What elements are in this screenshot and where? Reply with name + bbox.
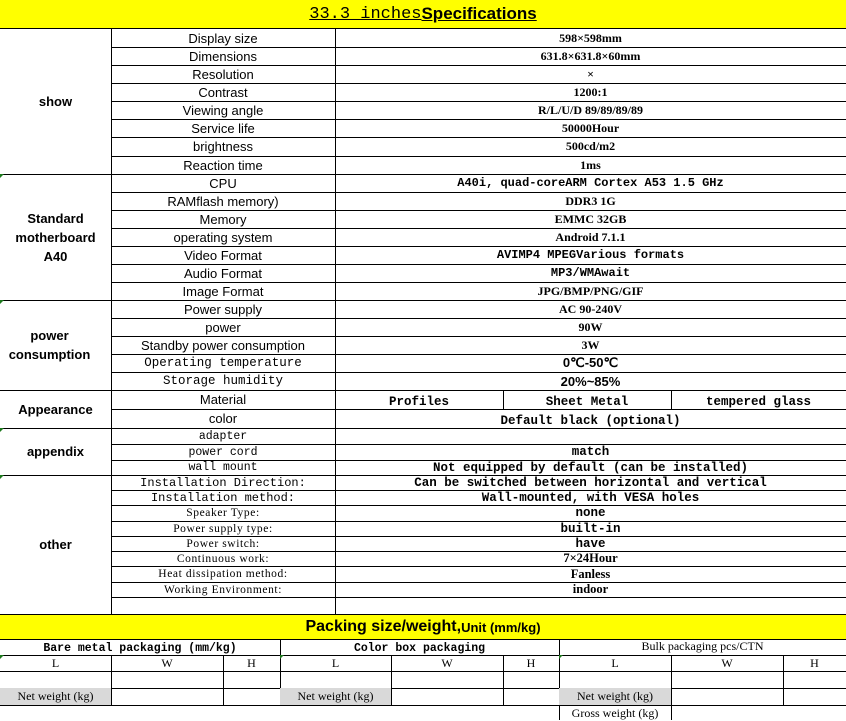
spec-label: Installation method: xyxy=(150,490,296,505)
spec-value: none xyxy=(575,506,606,520)
spec-value: 7×24Hour xyxy=(563,551,618,565)
spec-label: CPU xyxy=(209,175,237,191)
spec-label: Resolution xyxy=(192,66,254,82)
grid-line xyxy=(783,655,784,706)
spec-label: brightness xyxy=(193,139,253,154)
spec-label: Power switch: xyxy=(186,537,260,550)
grid-line xyxy=(111,282,846,283)
grid-line xyxy=(0,390,846,391)
spec-label: Display size xyxy=(188,30,258,46)
spec-value: 0℃-50℃ xyxy=(562,355,619,370)
grid-line xyxy=(671,688,672,720)
grid-line xyxy=(111,372,846,373)
grid-line xyxy=(335,29,336,614)
spec-value: 20%~85% xyxy=(560,373,621,389)
dim-l-header: L xyxy=(51,656,60,670)
spec-label: Viewing angle xyxy=(182,102,264,118)
packing-unit: Unit (mm/kg) xyxy=(461,619,541,635)
grid-line xyxy=(0,174,846,175)
grid-line xyxy=(0,688,846,689)
grid-line xyxy=(111,536,846,537)
spec-value: MP3/WMAwait xyxy=(550,266,631,280)
grid-line xyxy=(111,137,846,138)
section-other: other xyxy=(39,537,72,552)
spec-label: Image Format xyxy=(182,283,264,299)
spec-value: 598×598mm xyxy=(559,30,622,45)
dim-w-header: W xyxy=(441,656,453,670)
cell-marker xyxy=(280,655,284,659)
grid-line xyxy=(111,655,112,706)
dim-w-header: W xyxy=(161,656,173,670)
dim-l-header: L xyxy=(611,656,619,670)
grid-line xyxy=(111,521,846,522)
spec-value: Not equipped by default (can be installed) xyxy=(432,460,749,475)
grid-line xyxy=(111,597,846,598)
spec-value: AVIMP4 MPEGVarious formats xyxy=(496,248,685,262)
spec-label: Operating temperature xyxy=(144,356,302,370)
spec-label: Audio Format xyxy=(183,265,263,281)
material-option: Sheet Metal xyxy=(545,394,629,409)
color-value: Default black (optional) xyxy=(500,413,681,428)
spec-label: Heat dissipation method: xyxy=(158,568,288,580)
net-weight-bulk: Net weight (kg) xyxy=(559,688,671,705)
grid-line xyxy=(0,705,846,706)
title-main: Specifications xyxy=(421,4,537,23)
spec-label: Dimensions xyxy=(189,48,257,64)
spec-value: built-in xyxy=(560,521,621,536)
title-size: 33.3 inches xyxy=(309,4,422,24)
spec-label: Video Format xyxy=(184,247,262,263)
spec-value: JPG/BMP/PNG/GIF xyxy=(537,283,644,298)
material-option: tempered glass xyxy=(705,394,812,409)
cell-marker xyxy=(559,655,563,659)
spec-label: Contrast xyxy=(198,84,248,100)
spec-label: power cord xyxy=(188,445,258,459)
grid-line xyxy=(111,192,846,193)
bulk-header: Bulk packaging pcs/CTN xyxy=(641,638,764,653)
grid-line xyxy=(503,390,504,409)
spec-value: Android 7.1.1 xyxy=(555,229,626,244)
spec-value xyxy=(335,428,846,444)
grid-line xyxy=(671,390,672,409)
grid-line xyxy=(111,490,846,491)
grid-line xyxy=(0,300,846,301)
spec-label: Standby power consumption xyxy=(140,337,306,353)
grid-line xyxy=(111,566,846,567)
cell-marker xyxy=(0,428,4,432)
grid-line xyxy=(391,655,392,706)
spec-label: RAMflash memory) xyxy=(167,193,279,209)
grid-line xyxy=(111,354,846,355)
spec-label: Power supply xyxy=(183,301,263,317)
cell-marker xyxy=(0,655,4,659)
spec-label: Installation Direction: xyxy=(140,475,306,490)
spec-value: A40i, quad-coreARM Cortex A53 1.5 GHz xyxy=(457,176,724,190)
spec-label: Speaker Type: xyxy=(186,507,260,519)
grid-line xyxy=(111,336,846,337)
spec-value: DDR3 1G xyxy=(565,193,616,208)
dim-w-header: W xyxy=(721,656,733,670)
grid-line xyxy=(111,264,846,265)
bare-metal-header: Bare metal packaging (mm/kg) xyxy=(43,641,237,655)
cell-marker xyxy=(0,475,4,479)
grid-line xyxy=(111,156,846,157)
grid-line xyxy=(111,505,846,506)
color-label: color xyxy=(208,411,238,426)
dim-h-header: H xyxy=(247,656,256,670)
grid-line xyxy=(0,475,846,476)
grid-line xyxy=(111,444,846,445)
section-show: show xyxy=(38,94,73,109)
grid-line xyxy=(111,551,846,552)
spec-value: R/L/U/D 89/89/89/89 xyxy=(537,102,643,117)
dim-h-header: H xyxy=(526,656,536,670)
specifications-title-bar xyxy=(0,0,846,29)
grid-line xyxy=(111,83,846,84)
grid-line xyxy=(111,101,846,102)
spec-label: Power supply type: xyxy=(173,522,273,535)
spec-value: 631.8×631.8×60mm xyxy=(540,48,641,63)
cell-marker xyxy=(0,174,4,178)
spec-label: Working Environment: xyxy=(163,583,283,596)
grid-line xyxy=(111,460,846,461)
spec-value: × xyxy=(587,66,594,81)
material-label: Material xyxy=(199,392,247,407)
grid-line xyxy=(111,582,846,583)
spec-value: have xyxy=(575,536,606,551)
cell-marker xyxy=(0,300,4,304)
grid-line xyxy=(111,210,846,211)
spec-value: EMMC 32GB xyxy=(554,211,627,226)
section-appendix: appendix xyxy=(26,444,85,459)
packing-title: Packing size/weight, xyxy=(305,618,462,635)
spec-label: wall mount xyxy=(188,461,258,474)
material-option: Profiles xyxy=(388,394,449,409)
color-box-header: Color box packaging xyxy=(353,641,486,655)
grid-line xyxy=(111,65,846,66)
section-power: power consumption xyxy=(8,328,91,362)
spec-label: Storage humidity xyxy=(162,374,284,388)
spec-value: 90W xyxy=(578,319,603,334)
grid-line xyxy=(111,228,846,229)
spec-value: Can be switched between horizontal and vertical xyxy=(414,475,767,490)
grid-line xyxy=(111,29,112,614)
spec-label: Service life xyxy=(191,120,255,136)
spec-value: 1200:1 xyxy=(573,84,608,99)
spec-value: Fanless xyxy=(570,566,611,581)
spec-value: AC 90-240V xyxy=(559,301,622,316)
section-appearance: Appearance xyxy=(18,401,93,417)
spec-label: operating system xyxy=(173,229,273,245)
grid-line xyxy=(0,428,846,429)
dim-h-header: H xyxy=(810,656,819,670)
grid-line xyxy=(503,655,504,706)
gross-weight-bulk: Gross weight (kg) xyxy=(571,705,659,720)
spec-value: indoor xyxy=(572,582,609,596)
spec-value: 50000Hour xyxy=(561,120,620,135)
net-weight-colorbox: Net weight (kg) xyxy=(280,688,391,705)
grid-line xyxy=(111,246,846,247)
grid-line xyxy=(111,119,846,120)
spec-value: match xyxy=(571,445,610,459)
grid-line xyxy=(0,671,846,672)
grid-line xyxy=(223,655,224,706)
grid-line xyxy=(111,318,846,319)
dim-l-header: L xyxy=(331,656,340,670)
spec-label: Memory xyxy=(199,211,247,227)
spec-value: 1ms xyxy=(580,157,601,172)
spec-value: 3W xyxy=(581,337,600,352)
section-motherboard: Standard motherboard A40 xyxy=(15,210,96,264)
grid-line xyxy=(111,47,846,48)
spec-label: Reaction time xyxy=(183,157,263,173)
spec-value: Wall-mounted, with VESA holes xyxy=(481,490,700,505)
spec-label: adapter xyxy=(198,429,248,443)
spec-label: power xyxy=(205,319,241,335)
packing-title-bar xyxy=(0,614,846,640)
spec-value: 500cd/m2 xyxy=(565,139,616,153)
net-weight-bare: Net weight (kg) xyxy=(0,688,111,705)
spec-label: Continuous work: xyxy=(176,552,270,565)
